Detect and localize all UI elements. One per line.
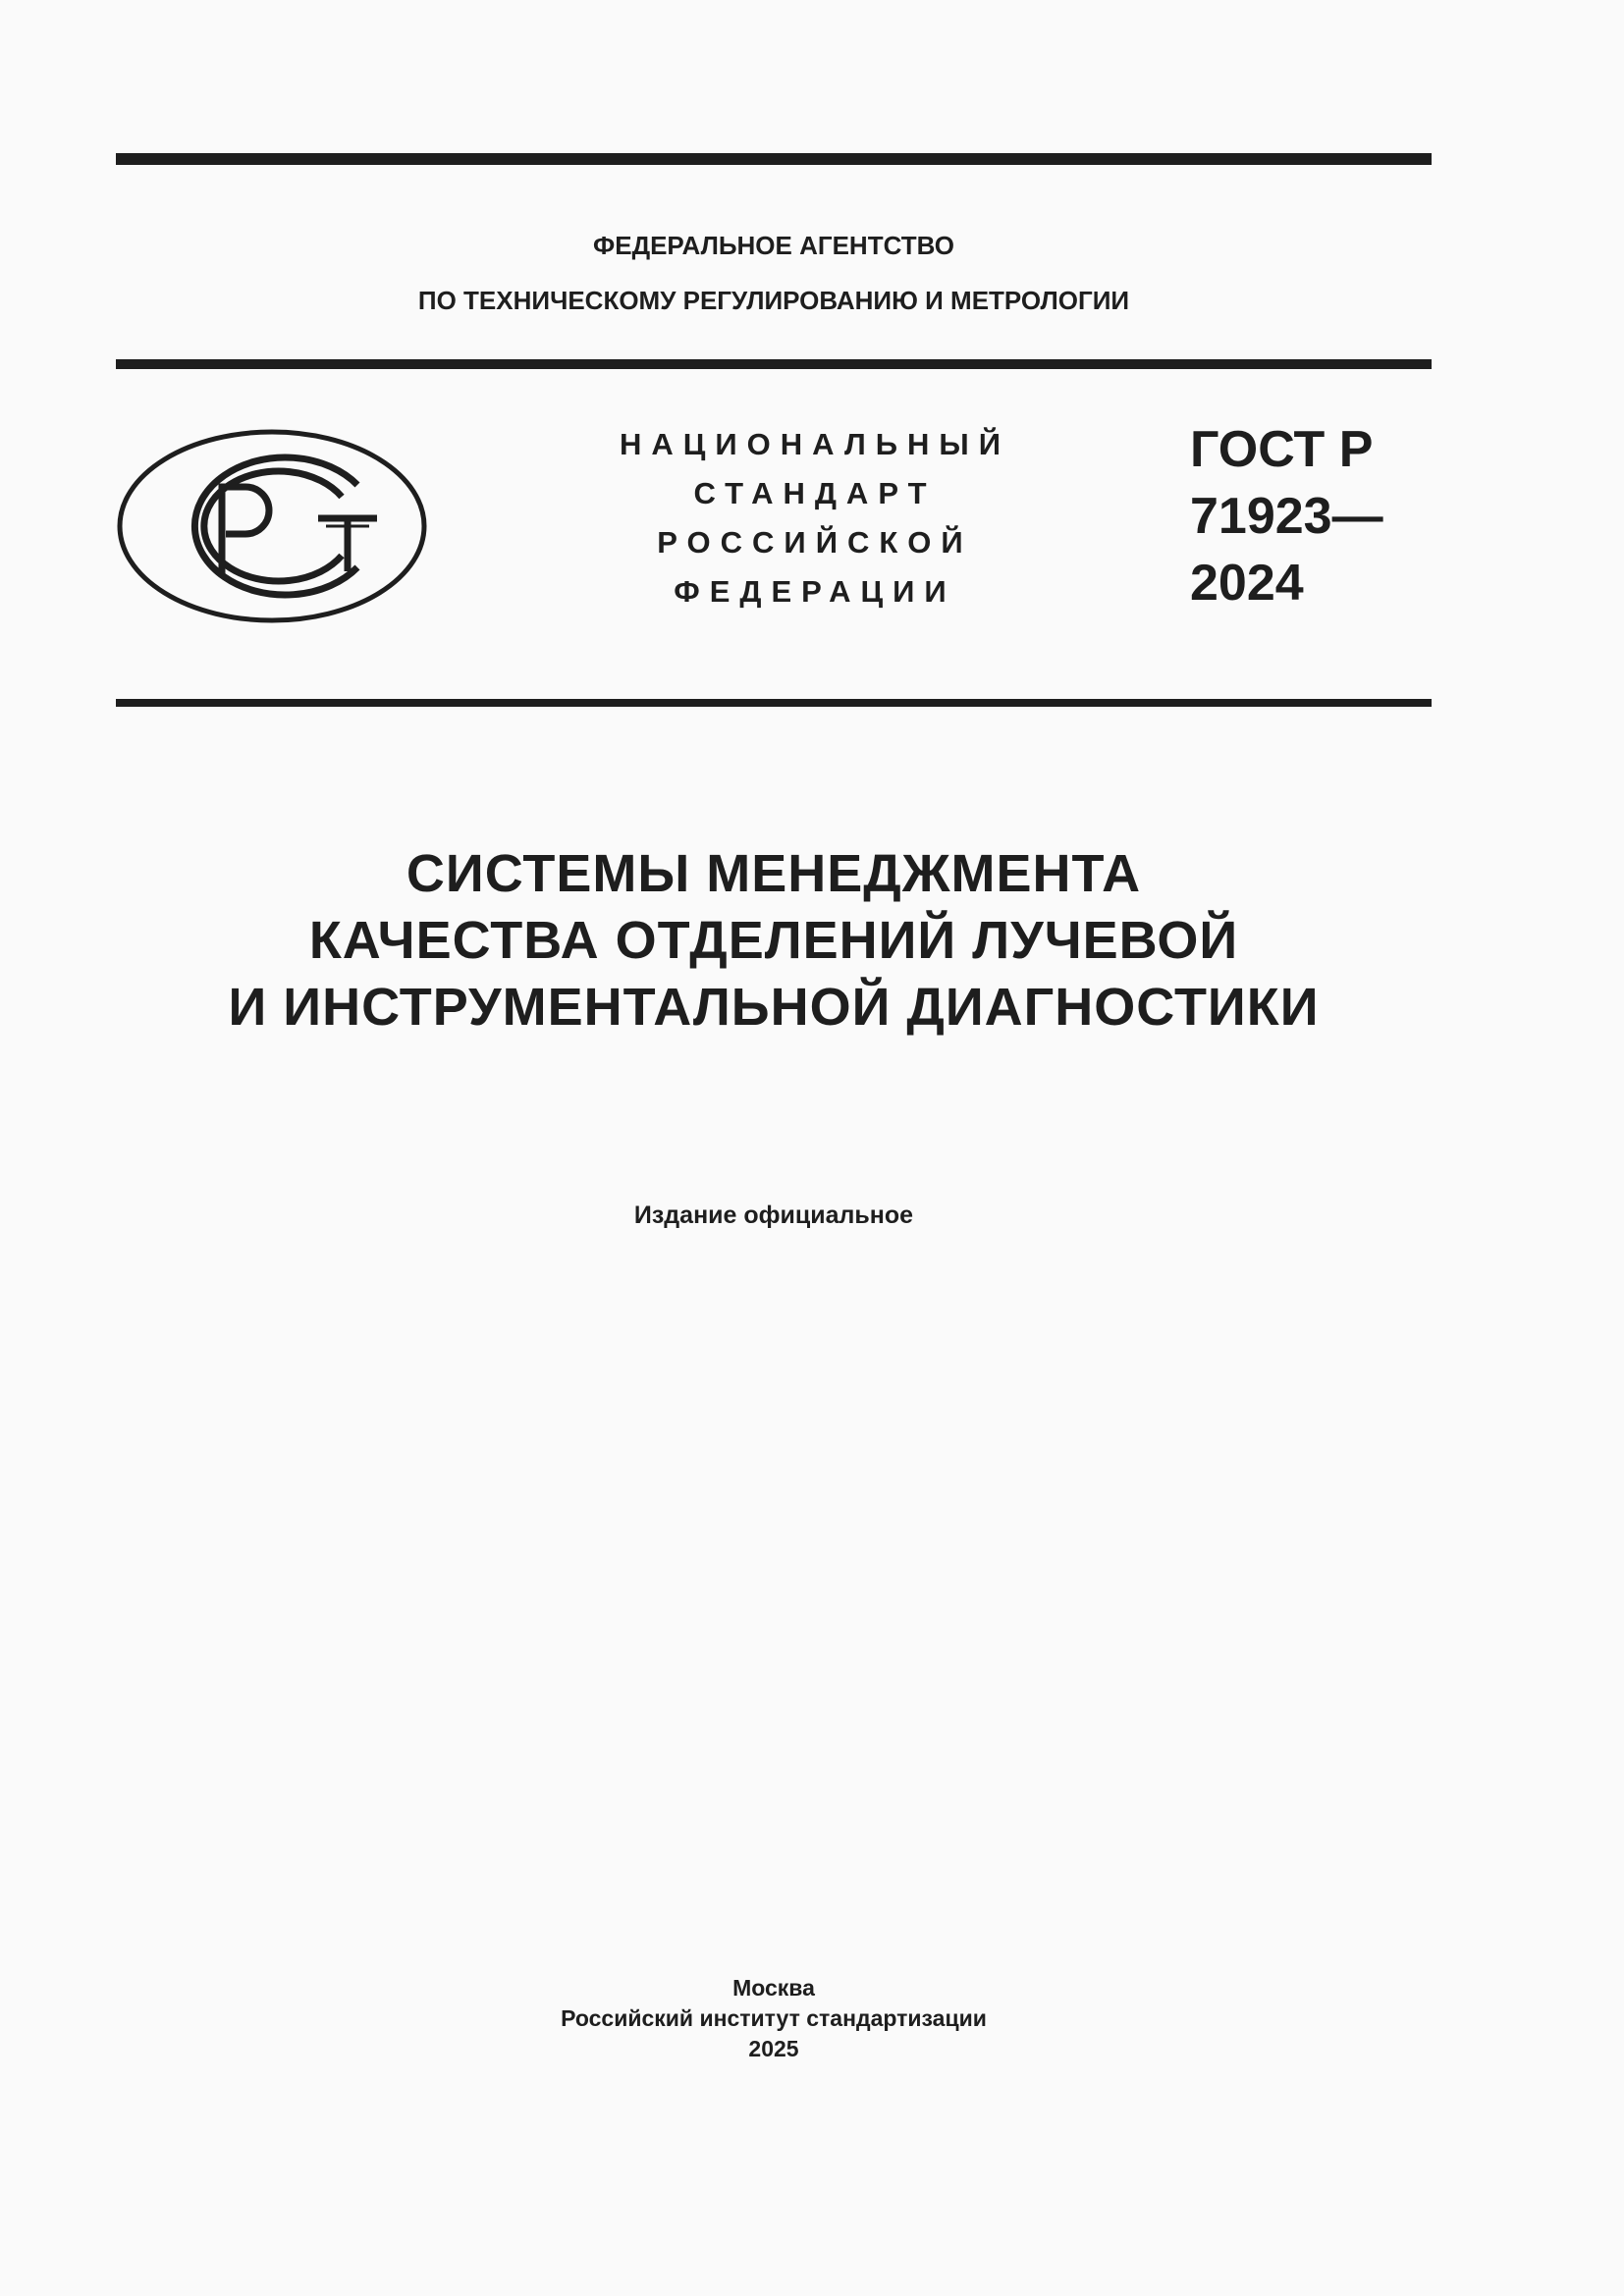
- imprint-city: Москва: [732, 1975, 815, 2001]
- imprint: [116, 1973, 1432, 2064]
- national-line-2: СТАНДАРТ: [693, 476, 937, 510]
- title-line-3: И ИНСТРУМЕНТАЛЬНОЙ ДИАГНОСТИКИ: [228, 978, 1320, 1037]
- national-standard-label: [550, 420, 1080, 616]
- imprint-year: 2025: [748, 2036, 799, 2061]
- document-title: [116, 840, 1432, 1041]
- middle-rule: [116, 359, 1432, 369]
- code-line-3: 2024: [1190, 555, 1304, 612]
- agency-line-1: ФЕДЕРАЛЬНОЕ АГЕНТСТВО: [593, 231, 954, 260]
- code-line-1: ГОСТ Р: [1190, 421, 1374, 478]
- standard-code: [1190, 416, 1383, 616]
- rst-logo: [116, 428, 428, 624]
- national-line-3: РОССИЙСКОЙ: [657, 525, 973, 560]
- agency-line-2: ПО ТЕХНИЧЕСКОМУ РЕГУЛИРОВАНИЮ И МЕТРОЛОГИИ: [417, 286, 1130, 315]
- top-rule: [116, 153, 1432, 165]
- national-line-1: НАЦИОНАЛЬНЫЙ: [619, 427, 1011, 461]
- edition-label: Издание официальное: [633, 1201, 914, 1229]
- agency-header: [116, 218, 1432, 328]
- bottom-rule: [116, 699, 1432, 707]
- title-line-1: СИСТЕМЫ МЕНЕДЖМЕНТА: [406, 844, 1142, 903]
- national-line-4: ФЕДЕРАЦИИ: [674, 574, 956, 609]
- code-line-2: 71923—: [1190, 488, 1383, 545]
- title-line-2: КАЧЕСТВА ОТДЕЛЕНИЙ ЛУЧЕВОЙ: [308, 911, 1239, 970]
- imprint-publisher: Российский институт стандартизации: [561, 2005, 987, 2031]
